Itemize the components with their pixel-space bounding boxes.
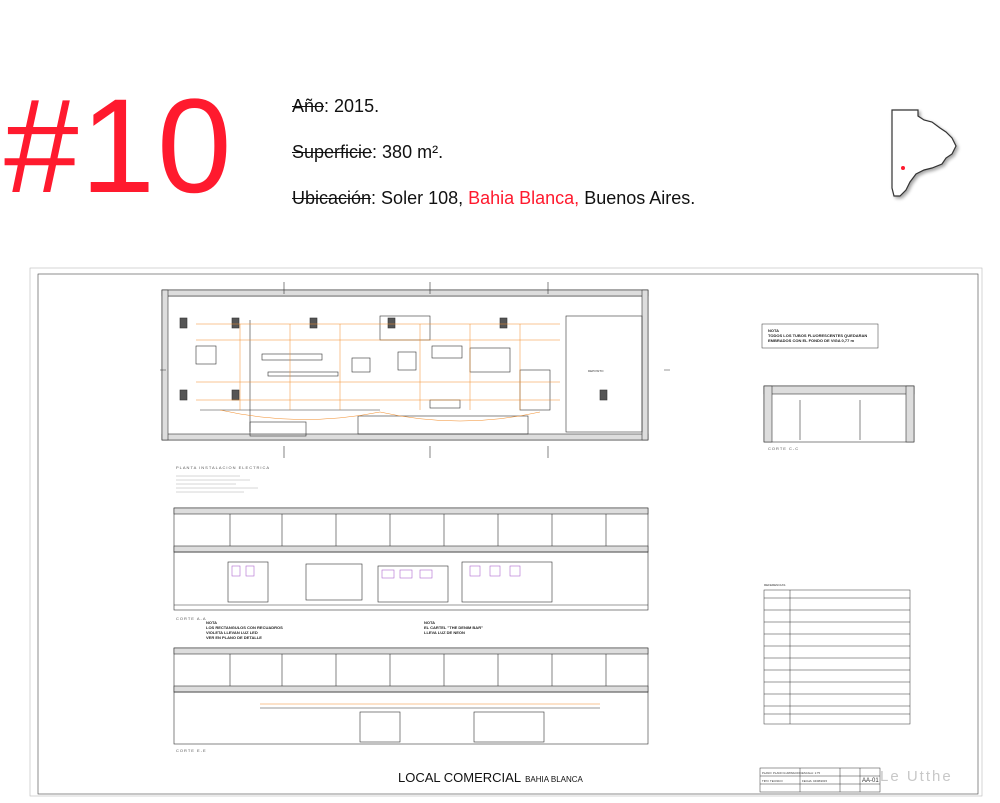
drawing-title xyxy=(398,770,583,785)
tb-escala: ESCALA: 1:75 xyxy=(802,771,821,775)
section-e-e xyxy=(174,648,648,744)
note-neon: NOTA EL CARTEL "THE DENIM BAR" LLEVA LUZ DE NEON xyxy=(424,620,483,635)
drawing-title-sub: BAHIA BLANCA xyxy=(525,775,583,784)
location-label: Ubicación xyxy=(292,188,372,208)
location-address: : Soler 108, xyxy=(371,188,469,208)
cut-aa-label: CORTE A-A xyxy=(176,616,207,621)
legend-table xyxy=(764,590,910,724)
referencias-label: REFERENCIAS xyxy=(764,583,786,587)
cut-cc-label: CORTE C-C xyxy=(768,446,800,451)
location-row xyxy=(292,188,695,234)
location-city: Bahia Blanca, xyxy=(468,188,580,208)
deposito-label: DEPOSITO xyxy=(588,369,604,373)
area-value: : 380 m². xyxy=(372,142,444,162)
section-c-c xyxy=(764,386,914,442)
note-fluorescent: NOTA TODOS LOS TUBOS FLUORESCENTES QUEDARAN EMBRADOS CON EL FONDO DE VIGA 0,77 m xyxy=(768,328,868,343)
lighting-layout xyxy=(196,324,560,421)
project-info xyxy=(292,96,695,234)
year-row xyxy=(292,96,695,142)
tb-sheet: AA-01 xyxy=(862,778,879,784)
location-province: Buenos Aires. xyxy=(579,188,696,208)
drawing-title-main: LOCAL COMERCIAL xyxy=(398,770,522,785)
section-a-a xyxy=(174,508,648,610)
project-number: #10 xyxy=(4,72,234,221)
cut-ee-label: CORTE E-E xyxy=(176,748,207,753)
floor-plan xyxy=(162,290,648,440)
area-label: Superficie xyxy=(292,142,373,162)
note-led: NOTA LOS RECTANGULOS CON RECUADROS VIOLETA LLEVAN LUZ LED VER EN PLANO DE DETALLE xyxy=(206,620,283,640)
province-map-icon xyxy=(884,98,964,203)
city-marker xyxy=(901,166,905,170)
area-row xyxy=(292,142,695,188)
tb-tipo: TIPO: TECNICO xyxy=(762,779,783,783)
led-marks xyxy=(232,566,520,578)
brand-logo: Le Utthe xyxy=(880,768,953,785)
tb-fecha: FECHA: 04/08/2015 xyxy=(802,779,828,783)
year-label: Año xyxy=(292,96,325,116)
tb-plano: PLANO: PLANO ILUMINACION xyxy=(762,771,802,775)
year-value: : 2015. xyxy=(324,96,380,116)
plan-title: PLANTA INSTALACION ELECTRICA xyxy=(176,465,271,470)
